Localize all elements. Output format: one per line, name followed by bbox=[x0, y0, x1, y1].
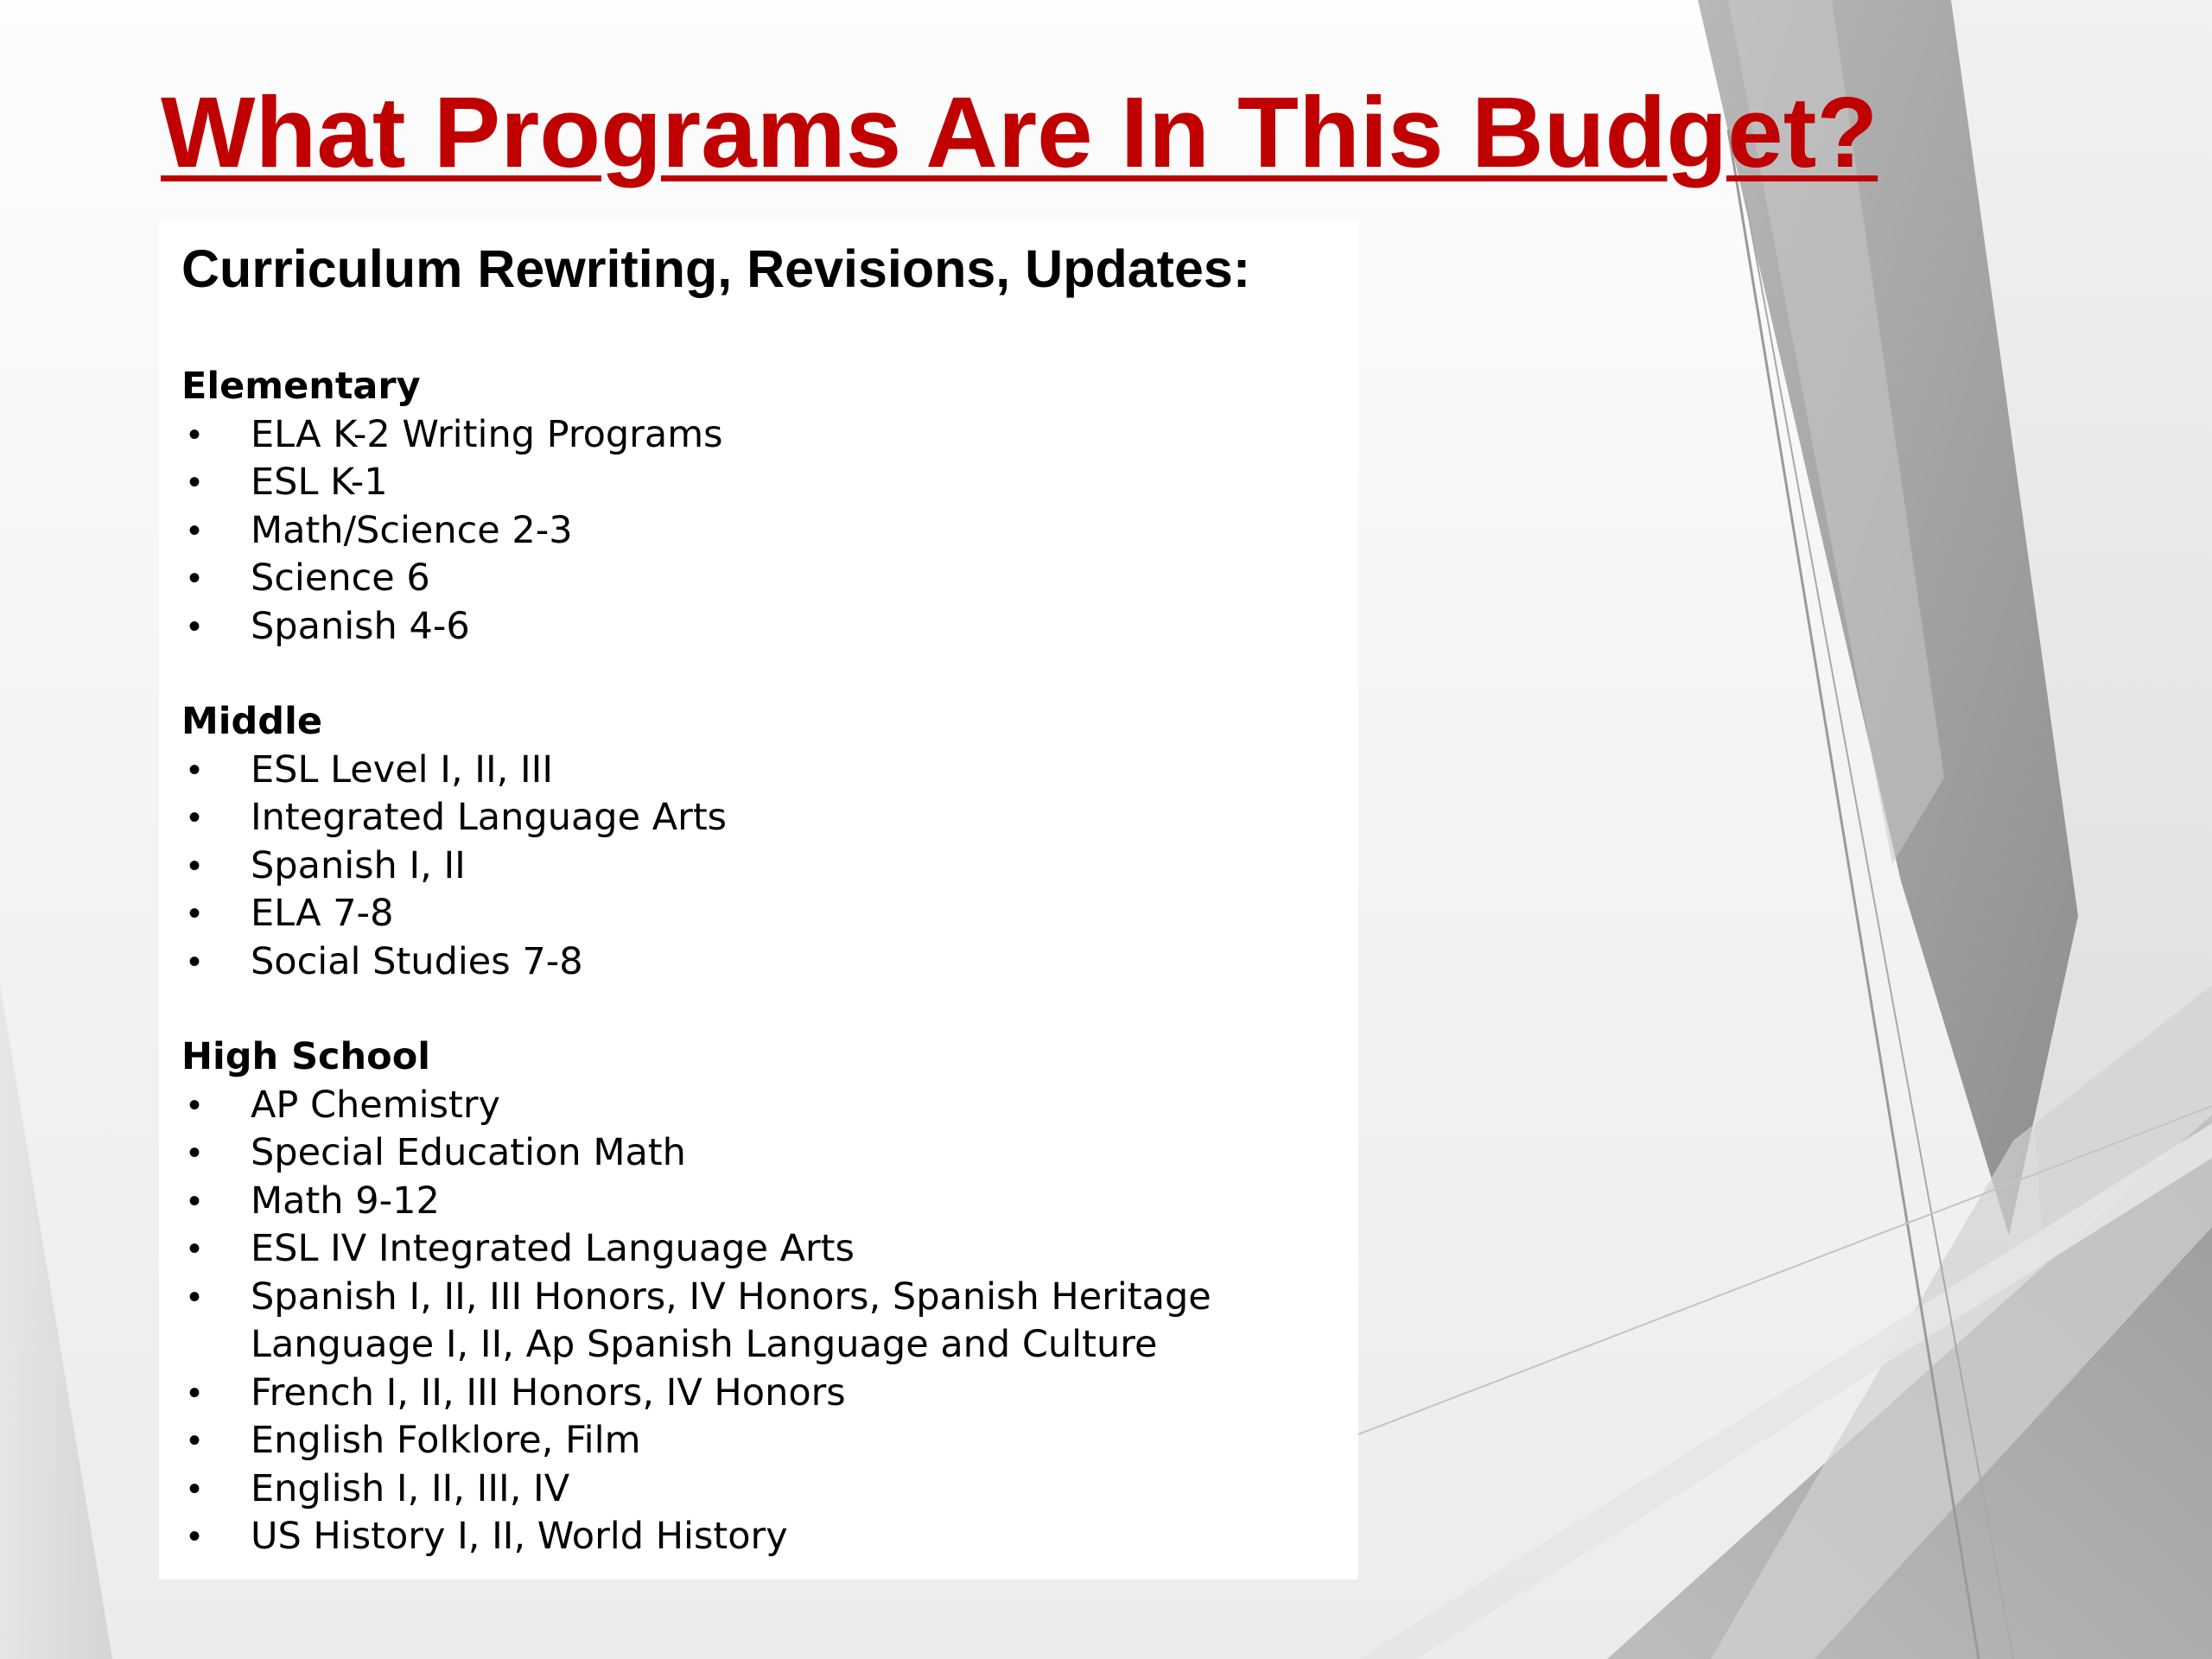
section-high-school bbox=[181, 1033, 1339, 1561]
section-title: Elementary bbox=[181, 365, 421, 408]
section-elementary bbox=[181, 363, 1339, 651]
list-item-text: Spanish I, II bbox=[251, 843, 466, 887]
program-sections bbox=[181, 363, 1339, 1561]
list-item-text: English Folklore, Film bbox=[251, 1419, 641, 1462]
list-item bbox=[181, 1178, 1339, 1226]
list-item bbox=[181, 1513, 1339, 1561]
list-item bbox=[181, 1082, 1339, 1130]
facet-lower-left bbox=[0, 985, 112, 1659]
list-item-text: Special Education Math bbox=[251, 1131, 686, 1174]
list-item-text: ELA K-2 Writing Programs bbox=[251, 412, 723, 456]
bullet-icon: • bbox=[188, 1421, 201, 1459]
bullet-icon: • bbox=[188, 559, 201, 597]
bullet-icon: • bbox=[188, 1085, 201, 1124]
bullet-list bbox=[181, 747, 1339, 987]
list-item-text: French I, II, III Honors, IV Honors bbox=[251, 1370, 846, 1414]
list-item-text: Math 9-12 bbox=[251, 1179, 440, 1223]
list-item-text: ESL Level I, II, III bbox=[251, 747, 554, 791]
bullet-icon: • bbox=[188, 1469, 201, 1508]
content-heading: Curriculum Rewriting, Revisions, Updates: bbox=[181, 239, 1251, 298]
list-item-text: Spanish 4-6 bbox=[251, 604, 470, 648]
bullet-icon: • bbox=[188, 1230, 201, 1268]
list-item bbox=[181, 747, 1339, 795]
list-item bbox=[181, 1274, 1339, 1370]
list-item-text: US History I, II, World History bbox=[251, 1515, 788, 1558]
list-item-text: Science 6 bbox=[251, 556, 430, 600]
list-item bbox=[181, 1465, 1339, 1514]
section-title: High School bbox=[181, 1035, 430, 1078]
bullet-list bbox=[181, 411, 1339, 652]
slide-title: What Programs Are In This Budget? bbox=[161, 76, 1878, 188]
list-item-text: Spanish I, II, III Honors, IV Honors, Spanish Heritage Language I, II, Ap Spanish Language and Culture bbox=[251, 1274, 1211, 1366]
bullet-icon: • bbox=[188, 607, 201, 645]
bullet-icon: • bbox=[188, 511, 201, 550]
list-item bbox=[181, 1417, 1339, 1465]
bullet-icon: • bbox=[188, 1517, 201, 1555]
content-box bbox=[159, 219, 1358, 1580]
bullet-list bbox=[181, 1082, 1339, 1561]
bullet-icon: • bbox=[188, 942, 201, 981]
list-item-text: ELA 7-8 bbox=[251, 892, 394, 935]
bullet-icon: • bbox=[188, 1181, 201, 1220]
list-item bbox=[181, 1370, 1339, 1418]
bullet-icon: • bbox=[188, 894, 201, 932]
list-item bbox=[181, 890, 1339, 938]
list-item bbox=[181, 842, 1339, 891]
list-item bbox=[181, 603, 1339, 652]
bullet-icon: • bbox=[188, 463, 201, 501]
bullet-icon: • bbox=[188, 798, 201, 836]
section-title: Middle bbox=[181, 700, 322, 743]
list-item bbox=[181, 1129, 1339, 1178]
list-item bbox=[181, 1225, 1339, 1274]
bullet-icon: • bbox=[188, 1277, 201, 1316]
list-item-text: English I, II, III, IV bbox=[251, 1466, 570, 1510]
list-item bbox=[181, 411, 1339, 460]
bullet-icon: • bbox=[188, 1134, 201, 1172]
list-item-text: ESL IV Integrated Language Arts bbox=[251, 1227, 855, 1270]
list-item bbox=[181, 459, 1339, 507]
section-middle bbox=[181, 698, 1339, 986]
list-item bbox=[181, 794, 1339, 842]
list-item-text: Social Studies 7-8 bbox=[251, 939, 583, 983]
list-item bbox=[181, 555, 1339, 603]
bullet-icon: • bbox=[188, 1373, 201, 1412]
bullet-icon: • bbox=[188, 846, 201, 885]
list-item bbox=[181, 507, 1339, 556]
bullet-icon: • bbox=[188, 750, 201, 789]
list-item-text: Math/Science 2-3 bbox=[251, 508, 573, 552]
list-item bbox=[181, 938, 1339, 987]
list-item-text: ESL K-1 bbox=[251, 461, 388, 504]
list-item-text: Integrated Language Arts bbox=[251, 796, 728, 839]
bullet-icon: • bbox=[188, 415, 201, 454]
list-item-text: AP Chemistry bbox=[251, 1083, 500, 1127]
